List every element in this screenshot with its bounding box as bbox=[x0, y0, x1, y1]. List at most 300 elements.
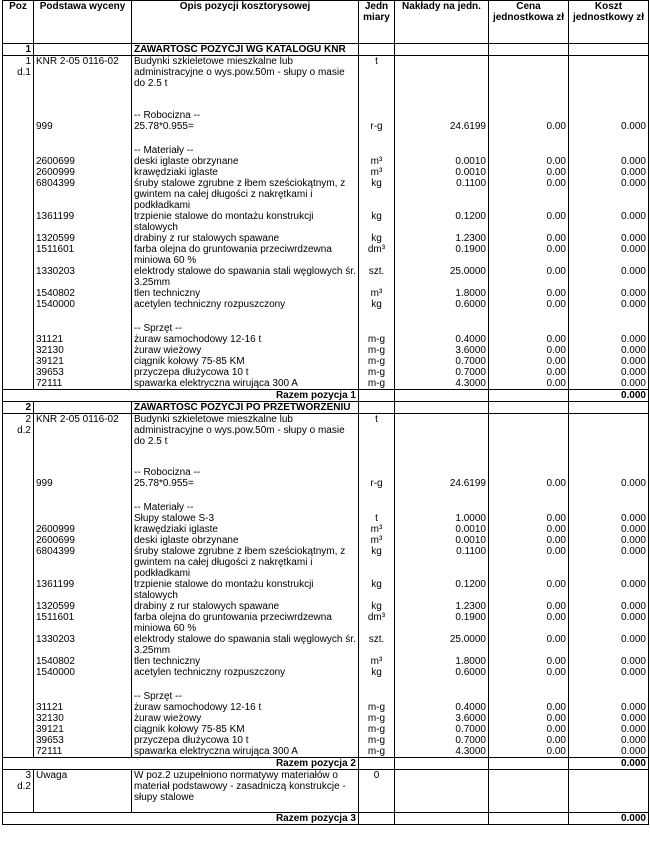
cell-price bbox=[489, 758, 569, 770]
cell-desc: krawędziaki iglaste bbox=[132, 524, 359, 535]
total-value: 0.000 bbox=[569, 813, 649, 825]
cell-desc: spawarka elektryczna wirująca 300 A bbox=[132, 746, 359, 758]
equipment-row bbox=[3, 713, 649, 724]
cell-qty bbox=[395, 389, 489, 401]
cell-unit bbox=[359, 90, 395, 110]
cell-price: 0.00 bbox=[489, 156, 569, 167]
cell-cost: 0.000 bbox=[569, 266, 649, 288]
total-label: Razem pozycja 2 bbox=[3, 758, 359, 770]
cell-qty: 0.1200 bbox=[395, 211, 489, 233]
cell-unit: m-g bbox=[359, 356, 395, 367]
cell-unit: kg bbox=[359, 546, 395, 579]
cell-basis: 1511601 bbox=[34, 244, 132, 266]
material-row bbox=[3, 167, 649, 178]
cell-unit: m-g bbox=[359, 735, 395, 746]
labor-row bbox=[3, 121, 649, 132]
cell-poz bbox=[3, 378, 34, 390]
total-label: Razem pozycja 1 bbox=[3, 389, 359, 401]
cell-price: 0.00 bbox=[489, 167, 569, 178]
equipment-row bbox=[3, 724, 649, 735]
cell-unit: r-g bbox=[359, 478, 395, 489]
spacer-row bbox=[3, 447, 649, 467]
cell-cost bbox=[569, 401, 649, 413]
cell-desc: -- Sprzęt -- bbox=[132, 323, 359, 334]
cell-price bbox=[489, 770, 569, 813]
cell-unit bbox=[359, 489, 395, 502]
cell-price bbox=[489, 389, 569, 401]
cell-desc: ZAWARTOŚĆ POZYCJI WG KATALOGU KNR bbox=[132, 44, 359, 56]
cell-price bbox=[489, 413, 569, 447]
cell-qty: 1.8000 bbox=[395, 656, 489, 667]
cell-basis: 32130 bbox=[34, 345, 132, 356]
cell-basis: 1330203 bbox=[34, 634, 132, 656]
cell-price: 0.00 bbox=[489, 746, 569, 758]
cell-desc: trzpienie stalowe do montażu konstrukcji stalowych bbox=[132, 579, 359, 601]
table-header-row bbox=[3, 1, 649, 44]
cell-basis: 2600999 bbox=[34, 524, 132, 535]
position-row bbox=[3, 770, 649, 813]
cell-qty bbox=[395, 323, 489, 334]
cell-basis bbox=[34, 132, 132, 145]
cell-basis: 72111 bbox=[34, 746, 132, 758]
cell-basis: 999 bbox=[34, 478, 132, 489]
cell-price: 0.00 bbox=[489, 299, 569, 310]
cost-table bbox=[2, 0, 649, 825]
cell-price: 0.00 bbox=[489, 601, 569, 612]
cell-basis bbox=[34, 447, 132, 467]
cell-price bbox=[489, 310, 569, 323]
cell-desc: przyczepa dłużycowa 10 t bbox=[132, 367, 359, 378]
cell-unit bbox=[359, 467, 395, 478]
cell-poz bbox=[3, 612, 34, 634]
cell-basis: 6804399 bbox=[34, 178, 132, 211]
cell-cost: 0.000 bbox=[569, 667, 649, 678]
cell-qty bbox=[395, 56, 489, 90]
equipment-row bbox=[3, 334, 649, 345]
cell-price: 0.00 bbox=[489, 345, 569, 356]
cell-unit bbox=[359, 145, 395, 156]
cell-unit: m³ bbox=[359, 535, 395, 546]
cell-basis: 1540000 bbox=[34, 299, 132, 310]
cell-basis: 1361199 bbox=[34, 211, 132, 233]
cell-poz bbox=[3, 244, 34, 266]
cell-price: 0.00 bbox=[489, 735, 569, 746]
equipment-row bbox=[3, 345, 649, 356]
cell-qty bbox=[395, 90, 489, 110]
cell-price bbox=[489, 44, 569, 56]
material-row bbox=[3, 612, 649, 634]
cell-unit: m-g bbox=[359, 746, 395, 758]
cell-unit: m³ bbox=[359, 288, 395, 299]
cell-cost: 0.000 bbox=[569, 356, 649, 367]
material-row bbox=[3, 535, 649, 546]
cell-desc bbox=[132, 310, 359, 323]
cell-qty bbox=[395, 691, 489, 702]
cell-desc bbox=[132, 678, 359, 691]
cell-desc: śruby stalowe zgrubne z łbem sześciokątnym, z gwintem na całej długości z nakrętkami i podkładkami bbox=[132, 546, 359, 579]
material-row bbox=[3, 244, 649, 266]
cell-unit bbox=[359, 389, 395, 401]
cell-basis: 1511601 bbox=[34, 612, 132, 634]
cell-poz bbox=[3, 702, 34, 713]
cell-cost: 0.000 bbox=[569, 156, 649, 167]
cell-qty bbox=[395, 132, 489, 145]
cell-unit bbox=[359, 813, 395, 825]
cell-price: 0.00 bbox=[489, 612, 569, 634]
cell-unit: m-g bbox=[359, 334, 395, 345]
cell-cost bbox=[569, 489, 649, 502]
material-row bbox=[3, 513, 649, 524]
cell-desc: Słupy stalowe S-3 bbox=[132, 513, 359, 524]
group-header-row bbox=[3, 467, 649, 478]
cell-unit bbox=[359, 323, 395, 334]
cell-price: 0.00 bbox=[489, 356, 569, 367]
cell-poz bbox=[3, 524, 34, 535]
group-header-row bbox=[3, 323, 649, 334]
cell-qty bbox=[395, 145, 489, 156]
cell-cost: 0.000 bbox=[569, 579, 649, 601]
cell-qty: 25.0000 bbox=[395, 634, 489, 656]
cell-price bbox=[489, 447, 569, 467]
cell-desc: Budynki szkieletowe mieszkalne lub administracyjne o wys.pow.50m - słupy o masie do 2.5 t bbox=[132, 413, 359, 447]
cell-cost bbox=[569, 310, 649, 323]
cell-qty bbox=[395, 489, 489, 502]
cell-qty: 0.7000 bbox=[395, 735, 489, 746]
total-row bbox=[3, 813, 649, 825]
cell-unit: m³ bbox=[359, 524, 395, 535]
cell-qty bbox=[395, 813, 489, 825]
cell-cost bbox=[569, 132, 649, 145]
group-header-row bbox=[3, 502, 649, 513]
cell-cost: 0.000 bbox=[569, 378, 649, 390]
cell-poz bbox=[3, 770, 34, 813]
cell-desc bbox=[132, 90, 359, 110]
col-header-koszt: Koszt jednostkowy zł bbox=[569, 1, 649, 44]
cell-poz bbox=[3, 746, 34, 758]
cell-price: 0.00 bbox=[489, 513, 569, 524]
cell-desc: -- Robocizna -- bbox=[132, 467, 359, 478]
position-number: 1 bbox=[25, 56, 31, 67]
cell-qty bbox=[395, 413, 489, 447]
cell-desc: 25.78*0.955= bbox=[132, 478, 359, 489]
cell-price: 0.00 bbox=[489, 524, 569, 535]
cell-cost bbox=[569, 502, 649, 513]
cell-unit: szt. bbox=[359, 634, 395, 656]
cell-cost bbox=[569, 447, 649, 467]
cell-basis: 31121 bbox=[34, 702, 132, 713]
cell-poz bbox=[3, 299, 34, 310]
cell-basis: 1320599 bbox=[34, 233, 132, 244]
cell-basis: 72111 bbox=[34, 378, 132, 390]
spacer-row bbox=[3, 489, 649, 502]
cell-basis: KNR 2-05 0116-02 bbox=[34, 413, 132, 447]
cell-poz bbox=[3, 579, 34, 601]
cell-basis bbox=[34, 110, 132, 121]
cell-cost: 0.000 bbox=[569, 211, 649, 233]
cell-unit bbox=[359, 401, 395, 413]
cell-basis: 31121 bbox=[34, 334, 132, 345]
cell-desc: -- Materiały -- bbox=[132, 145, 359, 156]
cell-qty: 0.0010 bbox=[395, 535, 489, 546]
cell-poz bbox=[3, 310, 34, 323]
cell-poz bbox=[3, 601, 34, 612]
material-row bbox=[3, 178, 649, 211]
cell-qty: 0.0010 bbox=[395, 524, 489, 535]
cell-unit bbox=[359, 447, 395, 467]
equipment-row bbox=[3, 735, 649, 746]
cell-price: 0.00 bbox=[489, 713, 569, 724]
cell-cost: 0.000 bbox=[569, 601, 649, 612]
cell-qty bbox=[395, 770, 489, 813]
material-row bbox=[3, 211, 649, 233]
cell-poz bbox=[3, 634, 34, 656]
cell-qty: 4.3000 bbox=[395, 378, 489, 390]
cell-unit: t bbox=[359, 513, 395, 524]
cell-desc: śruby stalowe zgrubne z łbem sześciokątnym, z gwintem na całej długości z nakrętkami i podkładkami bbox=[132, 178, 359, 211]
cell-poz bbox=[3, 121, 34, 132]
cell-poz bbox=[3, 478, 34, 489]
material-row bbox=[3, 156, 649, 167]
position-number: 2 bbox=[25, 413, 31, 425]
cell-basis: KNR 2-05 0116-02 bbox=[34, 56, 132, 90]
cell-unit: m-g bbox=[359, 724, 395, 735]
cell-unit: m-g bbox=[359, 367, 395, 378]
cell-unit: kg bbox=[359, 233, 395, 244]
spacer-row bbox=[3, 678, 649, 691]
cell-cost bbox=[569, 467, 649, 478]
cell-qty bbox=[395, 44, 489, 56]
cell-poz bbox=[3, 156, 34, 167]
cell-poz bbox=[3, 323, 34, 334]
cell-price bbox=[489, 56, 569, 90]
cell-unit: m³ bbox=[359, 167, 395, 178]
cell-cost: 0.000 bbox=[569, 299, 649, 310]
cell-unit: m-g bbox=[359, 702, 395, 713]
cell-unit bbox=[359, 758, 395, 770]
cell-basis: 39121 bbox=[34, 356, 132, 367]
cell-unit bbox=[359, 691, 395, 702]
position-row bbox=[3, 56, 649, 90]
cell-cost bbox=[569, 110, 649, 121]
cell-poz bbox=[3, 90, 34, 110]
cell-poz bbox=[3, 266, 34, 288]
cell-qty: 0.7000 bbox=[395, 367, 489, 378]
total-row bbox=[3, 389, 649, 401]
cell-qty: 3.6000 bbox=[395, 345, 489, 356]
cell-cost: 0.000 bbox=[569, 735, 649, 746]
cell-price: 0.00 bbox=[489, 634, 569, 656]
cell-poz bbox=[3, 467, 34, 478]
cell-qty: 0.1100 bbox=[395, 546, 489, 579]
cell-price: 0.00 bbox=[489, 667, 569, 678]
cell-basis bbox=[34, 467, 132, 478]
cell-basis bbox=[34, 513, 132, 524]
cell-poz bbox=[3, 288, 34, 299]
position-row bbox=[3, 413, 649, 447]
cell-poz bbox=[3, 489, 34, 502]
cell-cost: 0.000 bbox=[569, 713, 649, 724]
cell-price bbox=[489, 401, 569, 413]
cell-basis: 2600699 bbox=[34, 535, 132, 546]
cell-desc: spawarka elektryczna wirująca 300 A bbox=[132, 378, 359, 390]
col-header-podstawa: Podstawa wyceny bbox=[34, 1, 132, 44]
cell-qty: 3.6000 bbox=[395, 713, 489, 724]
cell-qty: 1.0000 bbox=[395, 513, 489, 524]
cell-desc: żuraw samochodowy 12-16 t bbox=[132, 702, 359, 713]
cell-cost: 0.000 bbox=[569, 746, 649, 758]
total-value: 0.000 bbox=[569, 389, 649, 401]
cell-basis: 999 bbox=[34, 121, 132, 132]
cell-desc: -- Materiały -- bbox=[132, 502, 359, 513]
cell-desc: krawędziaki iglaste bbox=[132, 167, 359, 178]
cell-basis: Uwaga bbox=[34, 770, 132, 813]
cell-price bbox=[489, 489, 569, 502]
cell-cost: 0.000 bbox=[569, 524, 649, 535]
cell-cost: 0.000 bbox=[569, 178, 649, 211]
position-number: 3 bbox=[25, 770, 31, 781]
cell-cost: 0.000 bbox=[569, 612, 649, 634]
cell-basis bbox=[34, 502, 132, 513]
cell-unit bbox=[359, 310, 395, 323]
cell-poz bbox=[3, 667, 34, 678]
cell-basis: 39653 bbox=[34, 367, 132, 378]
cell-desc: deski iglaste obrzynane bbox=[132, 535, 359, 546]
cell-unit bbox=[359, 44, 395, 56]
cell-price bbox=[489, 502, 569, 513]
cell-desc: żuraw wieżowy bbox=[132, 713, 359, 724]
cell-qty: 0.7000 bbox=[395, 356, 489, 367]
cell-price: 0.00 bbox=[489, 378, 569, 390]
group-header-row bbox=[3, 110, 649, 121]
cell-desc: tlen techniczny bbox=[132, 656, 359, 667]
cell-qty: 0.0010 bbox=[395, 156, 489, 167]
cell-cost: 0.000 bbox=[569, 121, 649, 132]
material-row bbox=[3, 288, 649, 299]
cell-unit: dm³ bbox=[359, 612, 395, 634]
cell-cost bbox=[569, 691, 649, 702]
cell-basis: 1540802 bbox=[34, 288, 132, 299]
material-row bbox=[3, 266, 649, 288]
cell-poz bbox=[3, 735, 34, 746]
cell-cost: 0.000 bbox=[569, 656, 649, 667]
cell-price: 0.00 bbox=[489, 266, 569, 288]
labor-row bbox=[3, 478, 649, 489]
cell-cost: 0.000 bbox=[569, 634, 649, 656]
cell-desc: W poz.2 uzupełniono normatywy materiałów o materiał podstawowy - zasadniczą konstrukcje - słupy stalowe bbox=[132, 770, 359, 813]
cell-cost: 0.000 bbox=[569, 478, 649, 489]
material-row bbox=[3, 546, 649, 579]
cell-poz bbox=[3, 132, 34, 145]
cell-unit: kg bbox=[359, 667, 395, 678]
cell-qty: 0.4000 bbox=[395, 702, 489, 713]
cell-price: 0.00 bbox=[489, 656, 569, 667]
cell-unit: kg bbox=[359, 601, 395, 612]
section-header-row bbox=[3, 44, 649, 56]
position-subnumber: d.1 bbox=[17, 67, 31, 78]
total-row bbox=[3, 758, 649, 770]
cell-qty bbox=[395, 110, 489, 121]
cell-price bbox=[489, 132, 569, 145]
cell-qty: 0.6000 bbox=[395, 667, 489, 678]
cell-qty: 1.8000 bbox=[395, 288, 489, 299]
equipment-row bbox=[3, 378, 649, 390]
cell-poz bbox=[3, 724, 34, 735]
cell-qty: 24.6199 bbox=[395, 478, 489, 489]
spacer-row bbox=[3, 90, 649, 110]
cell-poz: 2 bbox=[3, 401, 34, 413]
position-subnumber: d.2 bbox=[17, 424, 31, 436]
equipment-row bbox=[3, 367, 649, 378]
cell-qty: 0.4000 bbox=[395, 334, 489, 345]
cell-price: 0.00 bbox=[489, 244, 569, 266]
cell-cost: 0.000 bbox=[569, 535, 649, 546]
equipment-row bbox=[3, 702, 649, 713]
col-header-naklady: Nakłady na jedn. bbox=[395, 1, 489, 44]
position-subnumber: d.2 bbox=[17, 781, 31, 792]
cell-basis bbox=[34, 145, 132, 156]
col-header-cena: Cena jednostkowa zł bbox=[489, 1, 569, 44]
cell-qty: 25.0000 bbox=[395, 266, 489, 288]
cell-poz bbox=[3, 447, 34, 467]
spacer-row bbox=[3, 310, 649, 323]
cell-cost bbox=[569, 90, 649, 110]
cell-price bbox=[489, 110, 569, 121]
cell-unit: r-g bbox=[359, 121, 395, 132]
cell-price: 0.00 bbox=[489, 121, 569, 132]
cell-unit: kg bbox=[359, 299, 395, 310]
cell-desc bbox=[132, 132, 359, 145]
material-row bbox=[3, 233, 649, 244]
cell-basis: 1330203 bbox=[34, 266, 132, 288]
table-body bbox=[3, 44, 649, 825]
cell-price bbox=[489, 145, 569, 156]
cell-unit: m³ bbox=[359, 156, 395, 167]
cell-desc: trzpienie stalowe do montażu konstrukcji stalowych bbox=[132, 211, 359, 233]
cell-price bbox=[489, 467, 569, 478]
cell-basis: 1361199 bbox=[34, 579, 132, 601]
material-row bbox=[3, 656, 649, 667]
material-row bbox=[3, 601, 649, 612]
cell-basis bbox=[34, 310, 132, 323]
cell-unit: szt. bbox=[359, 266, 395, 288]
cell-unit: t bbox=[359, 413, 395, 447]
cell-price: 0.00 bbox=[489, 334, 569, 345]
cell-qty: 4.3000 bbox=[395, 746, 489, 758]
material-row bbox=[3, 667, 649, 678]
cell-cost bbox=[569, 44, 649, 56]
cell-desc: drabiny z rur stalowych spawane bbox=[132, 601, 359, 612]
material-row bbox=[3, 579, 649, 601]
cell-cost: 0.000 bbox=[569, 724, 649, 735]
cell-poz bbox=[3, 145, 34, 156]
col-header-opis: Opis pozycji kosztorysowej bbox=[132, 1, 359, 44]
cell-poz bbox=[3, 678, 34, 691]
cell-unit: 0 bbox=[359, 770, 395, 813]
cell-poz bbox=[3, 233, 34, 244]
cell-poz bbox=[3, 211, 34, 233]
cell-qty: 0.1200 bbox=[395, 579, 489, 601]
cell-price: 0.00 bbox=[489, 724, 569, 735]
cell-qty: 0.0010 bbox=[395, 167, 489, 178]
cell-desc: ZAWARTOŚĆ POZYCJI PO PRZETWORZENIU bbox=[132, 401, 359, 413]
col-header-jm: Jedn miary bbox=[359, 1, 395, 44]
cell-price bbox=[489, 813, 569, 825]
cell-price: 0.00 bbox=[489, 211, 569, 233]
cell-desc: przyczepa dłużycowa 10 t bbox=[132, 735, 359, 746]
cell-desc: -- Robocizna -- bbox=[132, 110, 359, 121]
cell-price: 0.00 bbox=[489, 702, 569, 713]
cell-price bbox=[489, 323, 569, 334]
